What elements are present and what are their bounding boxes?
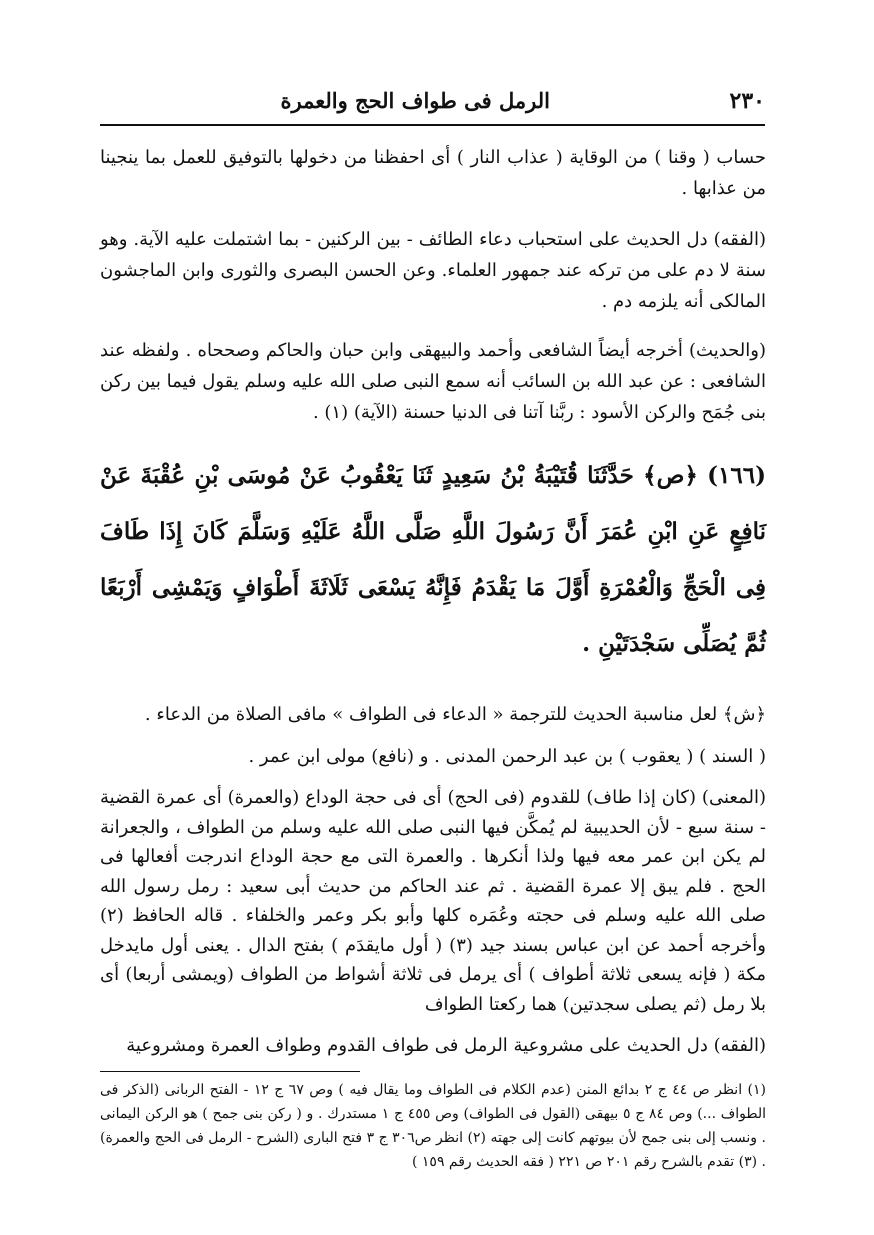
sharh-fiqh: (الفقه) دل الحديث على مشروعية الرمل فى طواف القدوم وطواف العمرة ومشروعية	[126, 1035, 766, 1056]
sharh-maana: (المعنى) (كان إذا طاف) للقدوم (فى الحج) أى فى حجة الوداع (والعمرة) أى عمرة القضية - سنة سبع - لأن الحديبية لم يُمكَّن فيها النبى صلى الله عليه وسلم من الطواف ، والجعرانة لم يكن ابن عمر معه فيها ولذا أنكرها . والعمرة التى مع حجة الوداع اندرجت أفعالها فى الحج . فلم يبق إلا عمرة القضية . ثم عند الحاكم من حديث أبى سعيد : رمل رسول الله صلى الله عليه وسلم فى حجته وعُمَره كلها وأبو بكر وعمر والخلفاء . قاله الحافظ (٢) وأخرجه أحمد عن ابن عباس بسند جيد (٣) ( أول مايقدَم ) بفتح الدال . يعنى أول مايدخل مكة ( فإنه يسعى ثلاثة أطواف ) أى يرمل فى ثلاثة أشواط من الطواف (ويمشى أربعا) أى بلا رمل (ثم يصلى سجدتين) هما ركعتا الطواف	[100, 787, 766, 1015]
paragraph-commentary-end: حساب ( وقنا ) من الوقاية ( عذاب النار ) أى احفظنا من دخولها بالتوفيق للعمل بما ينجينا من عذابها .	[100, 147, 766, 199]
sharh-sanad: ( السند ) ( يعقوب ) بن عبد الرحمن المدنى . و (نافع) مولى ابن عمر .	[248, 745, 766, 767]
footnotes: (١) انظر ص ٤٤ ج ٢ بدائع المنن (عدم الكلام فى الطواف وما يقال فيه ) وص ٦٧ ج ١٢ - الفتح الربانى (الذكر فى الطواف ...) وص ٨٤ ج ٥ بيهقى (القول فى الطواف) وص ٤٥٥ ج ١ مستدرك . و ( ركن بنى جمح ) هو الركن اليمانى . ونسب إلى بنى جمح لأن بيوتهم كانت إلى جهته (٢) انظر ص٣٠٦ ج ٣ فتح البارى (الشرح - الرمل فى الحج والعمرة) . (٣) تقدم بالشرح رقم ٢٠١ ص ٢٢١ ( فقه الحديث رقم ١٥٩ )	[100, 1082, 767, 1170]
paragraph-fiqh: (الفقه) دل الحديث على استحباب دعاء الطائف - بين الركنين - بما اشتملت عليه الآية. وهو سنة لا دم على من تركه عند جمهور العلماء. وعن الحسن البصرى والثورى وابن الماجشون المالكى أنه يلزمه دم .	[100, 229, 766, 312]
page-header	[100, 86, 765, 126]
running-title: الرمل فى طواف الحج والعمرة	[280, 88, 550, 113]
sharh-intro: ﴿ش﴾ لعل مناسبة الحديث للترجمة « الدعاء فى الطواف » مافى الصلاة من الدعاء .	[144, 704, 766, 725]
main-text	[100, 142, 766, 1073]
paragraph-hadith-sources: (والحديث) أخرجه أيضاً الشافعى وأحمد والبيهقى وابن حبان والحاكم وصححاه . ولفظه عند الشافعى : عن عبد الله بن السائب أنه سمع النبى صلى الله عليه وسلم يقول فيما بين ركن بنى جُمَح والركن الأسود : ربَّنا آتنا فى الدنيا حسنة (الآية) (١) .	[100, 340, 766, 423]
hadith-text-166: (١٦٦) ﴿ص﴾ حَدَّثَنَا قُتَيْبَةُ بْنُ سَعِيدٍ ثَنَا يَعْقُوبُ عَنْ مُوسَى بْنِ عُقْبَةَ عَنْ نَافِعٍ عَنِ ابْنِ عُمَرَ أَنَّ رَسُولَ اللَّهِ صَلَّى اللَّهُ عَلَيْهِ وَسَلَّمَ كَانَ إِذَا طَافَ فِى الْحَجِّ وَالْعُمْرَةِ أَوَّلَ مَا يَقْدَمُ فَإِنَّهُ يَسْعَى ثَلَاثَةَ أَطْوَافٍ وَيَمْشِى أَرْبَعًا ثُمَّ يُصَلِّى سَجْدَتَيْنِ .	[100, 462, 766, 657]
footnote-divider	[100, 1071, 360, 1072]
page-number: ٢٣٠	[729, 88, 765, 114]
